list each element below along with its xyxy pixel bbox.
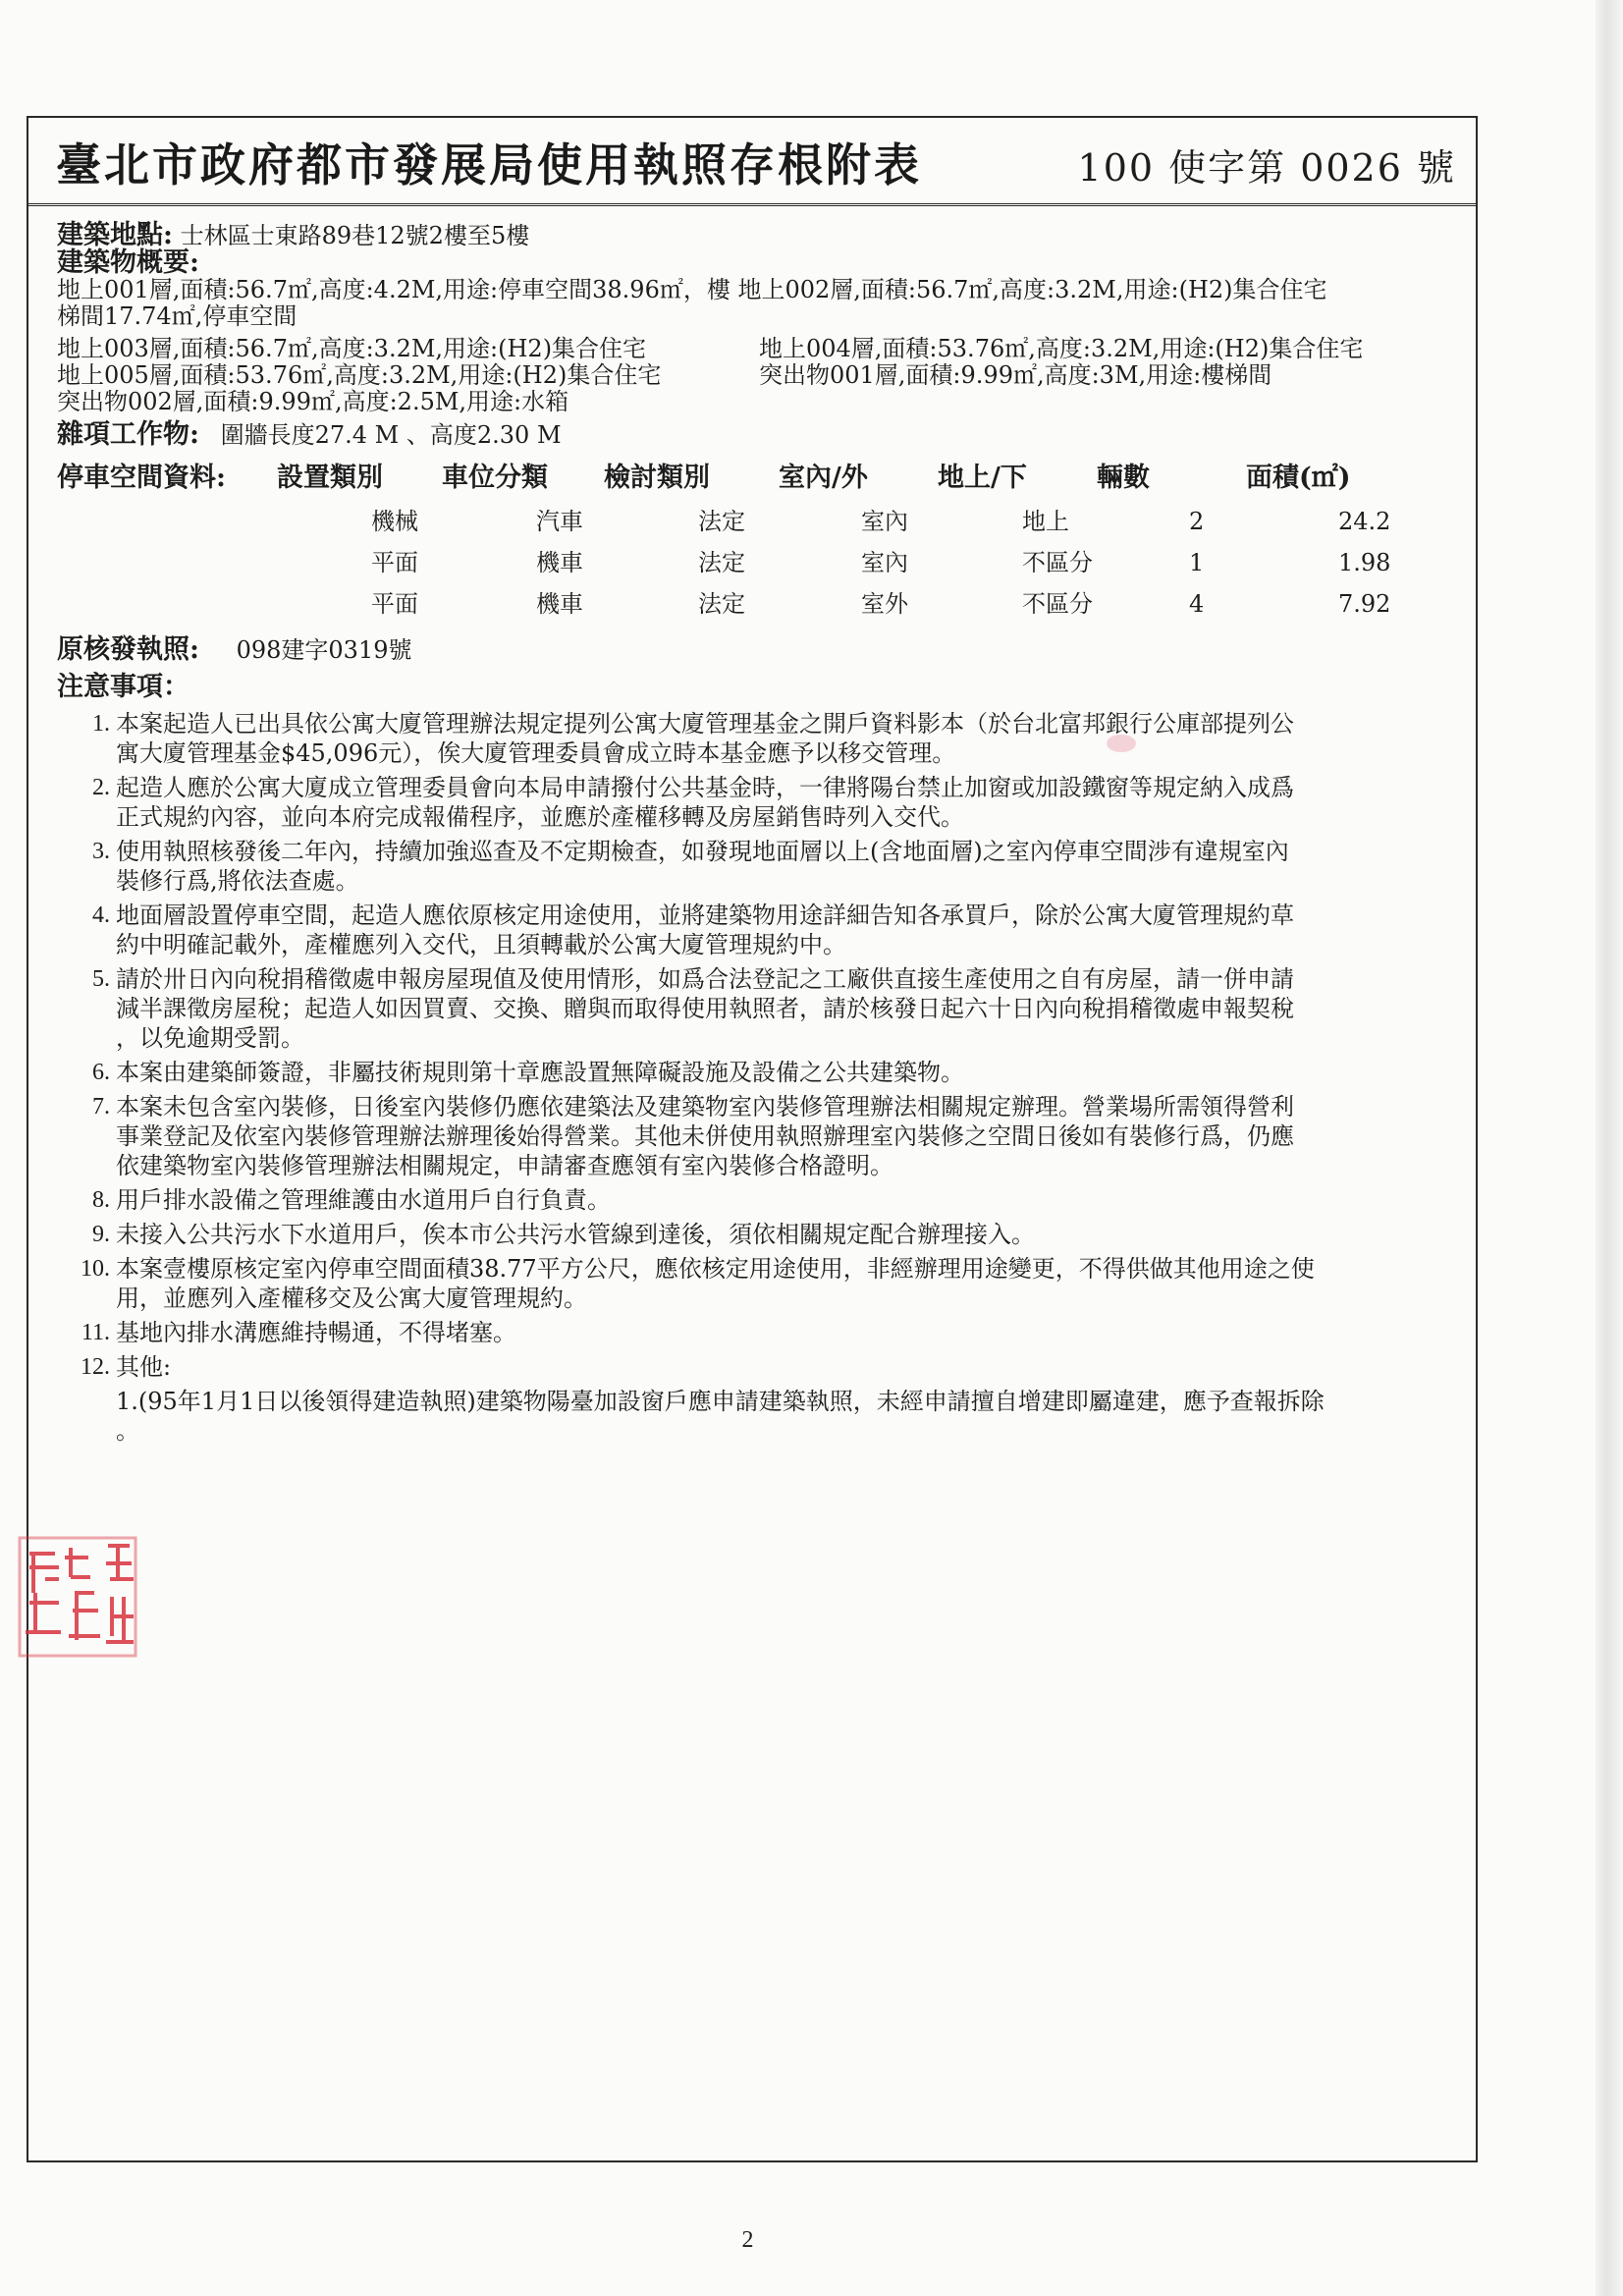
note-text xyxy=(116,901,1461,959)
document-content xyxy=(57,222,1461,1446)
overview-label-row xyxy=(57,249,1461,277)
red-seal-stamp xyxy=(16,1534,139,1660)
note-line: 本案起造人已出具依公寓大廈管理辦法規定提列公寓大廈管理基金之開戶資料影本（於台北富邦銀行公庫部提列公 xyxy=(116,710,1294,738)
list-item xyxy=(57,1352,1461,1382)
list-item xyxy=(57,709,1461,768)
overview-right-column xyxy=(759,336,1461,415)
parking-col-header: 設置類別 xyxy=(277,463,383,493)
table-cell: 室外 xyxy=(861,589,908,618)
table-cell: 機械 xyxy=(371,507,418,535)
overview-right-item: 突出物001層,面積:9.99㎡,高度:3M,用途:樓梯間 xyxy=(759,361,1272,389)
overview-line-2: 梯間17.74㎡,停車空間 xyxy=(57,302,298,330)
table-cell: 2 xyxy=(1189,507,1205,535)
parking-col-header: 檢討類別 xyxy=(604,463,710,493)
note-line: 使用執照核發後二年內，持續加強巡查及不定期檢查，如發現地面層以上(含地面層)之室內停車空間涉有違規室內 xyxy=(116,838,1289,865)
note-text xyxy=(116,1254,1461,1313)
page-number: 2 xyxy=(741,2227,754,2253)
list-item xyxy=(57,773,1461,832)
note-number: 1. xyxy=(92,711,110,737)
note-text xyxy=(116,1092,1461,1180)
list-item xyxy=(57,837,1461,896)
note-line: 本案未包含室內裝修，日後室內裝修仍應依建築法及建築物室內裝修管理辦法相關規定辦理。營業場所需領得營利 xyxy=(116,1093,1294,1121)
table-cell: 法定 xyxy=(698,589,745,618)
table-cell: 不區分 xyxy=(1022,589,1093,618)
parking-table xyxy=(277,501,1390,625)
list-item xyxy=(57,1185,1461,1215)
site-label: 建築地點: xyxy=(57,220,173,250)
list-item xyxy=(57,901,1461,959)
note-line: 用，並應列入產權移交及公寓大廈管理規約。 xyxy=(116,1285,587,1312)
note-sub-line: 。 xyxy=(116,1417,139,1445)
permit-number: 100 使字第 0026 號 xyxy=(1077,146,1456,190)
table-cell: 平面 xyxy=(371,548,418,576)
table-cell: 汽車 xyxy=(536,507,583,535)
note-number: 10. xyxy=(81,1256,110,1282)
list-item xyxy=(57,964,1461,1053)
note-number: 8. xyxy=(92,1187,110,1213)
note-number: 4. xyxy=(92,902,110,928)
parking-col-header: 車位分類 xyxy=(442,463,548,493)
note-text xyxy=(116,1185,1461,1215)
note-line: 基地內排水溝應維持暢通，不得堵塞。 xyxy=(116,1319,516,1346)
notes-title-row xyxy=(57,674,1461,701)
note-number: 5. xyxy=(92,966,110,992)
list-item xyxy=(57,1318,1461,1347)
parking-header xyxy=(57,465,1461,491)
note-text xyxy=(116,837,1461,896)
misc-row xyxy=(57,421,1461,449)
note-12-sub-item xyxy=(110,1387,1461,1446)
note-number: 3. xyxy=(92,839,110,864)
table-cell: 1 xyxy=(1189,548,1205,576)
overview-columns xyxy=(57,336,1461,415)
table-cell: 1.98 xyxy=(1338,548,1391,576)
parking-col-header: 地上/下 xyxy=(938,463,1027,493)
table-cell: 室內 xyxy=(861,507,908,535)
note-number: 7. xyxy=(92,1094,110,1120)
list-item xyxy=(57,1058,1461,1087)
parking-label: 停車空間資料: xyxy=(57,463,226,493)
note-line: 其他: xyxy=(116,1353,172,1381)
overview-left-column xyxy=(57,336,759,415)
scan-edge-shadow xyxy=(1596,0,1623,2296)
note-line: 本案由建築師簽證，非屬技術規則第十章應設置無障礙設施及設備之公共建築物。 xyxy=(116,1059,964,1086)
note-line: 寓大廈管理基金$45,096元），俟大廈管理委員會成立時本基金應予以移交管理。 xyxy=(116,739,956,767)
note-line: 起造人應於公寓大廈成立管理委員會向本局申請撥付公共基金時，一律將陽台禁止加窗或加設鐵窗等規定納入成爲 xyxy=(116,774,1294,801)
list-item xyxy=(57,1092,1461,1180)
list-item xyxy=(57,1254,1461,1313)
overview-left-item: 地上005層,面積:53.76㎡,高度:3.2M,用途:(H2)集合住宅 xyxy=(57,361,662,389)
note-sub-line: 1.(95年1月1日以後領得建造執照)建築物陽臺加設窗戶應申請建築執照，未經申請擅自增建即屬違建，應予查報拆除 xyxy=(116,1388,1325,1415)
note-line: 減半課徵房屋稅；起造人如因買賣、交換、贈與而取得使用執照者，請於核發日起六十日內向稅捐稽徵處申報契稅 xyxy=(116,995,1294,1022)
document-title: 臺北市政府都市發展局使用執照存根附表 xyxy=(56,138,922,191)
table-cell: 機車 xyxy=(536,548,583,576)
original-permit-value: 098建字0319號 xyxy=(236,636,412,664)
overview-right-item: 地上004層,面積:53.76㎡,高度:3.2M,用途:(H2)集合住宅 xyxy=(759,335,1364,362)
table-cell: 機車 xyxy=(536,589,583,618)
note-number: 11. xyxy=(81,1320,110,1345)
note-text xyxy=(116,1220,1461,1249)
note-text xyxy=(116,1352,1461,1382)
table-cell: 24.2 xyxy=(1338,507,1391,535)
note-text xyxy=(116,1058,1461,1087)
site-row xyxy=(57,222,1461,249)
table-cell: 4 xyxy=(1189,589,1205,618)
note-line: 依建築物室內裝修管理辦法相關規定，申請審查應領有室內裝修合格證明。 xyxy=(116,1152,893,1179)
parking-col-header: 室內/外 xyxy=(779,463,868,493)
original-permit-label: 原核發執照: xyxy=(57,634,199,665)
note-number: 9. xyxy=(92,1222,110,1247)
parking-col-header: 輛數 xyxy=(1097,463,1150,493)
list-item xyxy=(57,1220,1461,1249)
table-cell: 7.92 xyxy=(1338,589,1391,618)
table-cell: 地上 xyxy=(1022,507,1069,535)
misc-label: 雜項工作物: xyxy=(57,419,199,450)
note-line: 請於卅日內向稅捐稽徵處申報房屋現值及使用情形，如爲合法登記之工廠供直接生產使用之自有房屋，請一併申請 xyxy=(116,965,1294,993)
note-text xyxy=(116,1318,1461,1347)
note-text xyxy=(116,773,1461,832)
notes-label: 注意事項： xyxy=(57,672,189,702)
overview-left-item: 突出物002層,面積:9.99㎡,高度:2.5M,用途:水箱 xyxy=(57,388,569,415)
note-line: 本案壹樓原核定室內停車空間面積38.77平方公尺，應依核定用途使用，非經辦理用途變更，不得供做其他用途之使 xyxy=(116,1255,1315,1283)
table-row xyxy=(277,542,1390,583)
note-line: 未接入公共污水下水道用戶，俟本市公共污水管線到達後，須依相關規定配合辦理接入。 xyxy=(116,1221,1035,1248)
table-cell: 不區分 xyxy=(1022,548,1093,576)
overview-label: 建築物概要: xyxy=(57,247,199,278)
notes-list xyxy=(57,709,1461,1382)
note-line: ，以免逾期受罰。 xyxy=(116,1024,304,1052)
note-line: 約中明確記載外，產權應列入交代，且須轉載於公寓大廈管理規約中。 xyxy=(116,931,846,958)
note-text xyxy=(116,709,1461,768)
note-line: 用戶排水設備之管理維護由水道用戶自行負責。 xyxy=(116,1186,611,1214)
overview-left-item: 地上003層,面積:56.7㎡,高度:3.2M,用途:(H2)集合住宅 xyxy=(57,335,647,362)
note-line: 裝修行爲,將依法查處。 xyxy=(116,867,359,895)
note-number: 12. xyxy=(81,1354,110,1380)
note-number: 2. xyxy=(92,775,110,800)
table-row xyxy=(277,501,1390,542)
note-text xyxy=(116,964,1461,1053)
table-cell: 法定 xyxy=(698,507,745,535)
note-line: 正式規約內容，並向本府完成報備程序，並應於產權移轉及房屋銷售時列入交代。 xyxy=(116,803,964,831)
table-cell: 室內 xyxy=(861,548,908,576)
table-row xyxy=(277,583,1390,625)
parking-col-header: 面積(㎡) xyxy=(1246,463,1351,493)
original-permit-row xyxy=(57,636,1461,664)
table-cell: 法定 xyxy=(698,548,745,576)
note-line: 事業登記及依室內裝修管理辦法辦理後始得營業。其他未併使用執照辦理室內裝修之空間日後如有裝修行爲，仍應 xyxy=(116,1122,1294,1150)
site-value: 士林區士東路89巷12號2樓至5樓 xyxy=(180,222,530,249)
title-bar xyxy=(27,116,1478,206)
misc-value: 圍牆長度27.4 M 、高度2.30 M xyxy=(220,421,562,449)
note-line: 地面層設置停車空間，起造人應依原核定用途使用，並將建築物用途詳細告知各承買戶，除於公寓大廈管理規約草 xyxy=(116,902,1294,929)
note-number: 6. xyxy=(92,1060,110,1085)
overview-line-1: 地上001層,面積:56.7㎡,高度:4.2M,用途:停車空間38.96㎡，樓 地上002層,面積:56.7㎡,高度:3.2M,用途:(H2)集合住宅 xyxy=(57,276,1327,303)
table-cell: 平面 xyxy=(371,589,418,618)
